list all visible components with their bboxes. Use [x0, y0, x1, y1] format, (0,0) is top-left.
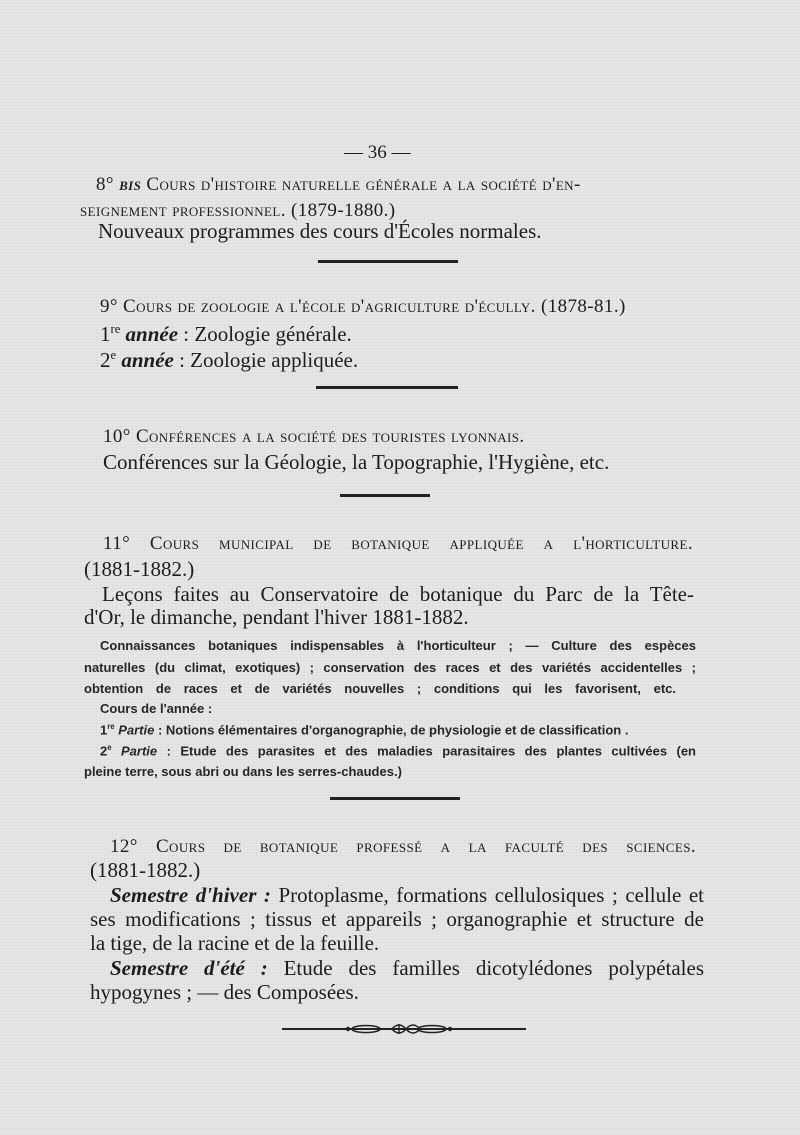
section-12-winter-line1 — [110, 883, 704, 908]
section-11-part2-line1 — [100, 743, 696, 758]
section-11-lead-line1: Leçons faites au Conservatoire de botanique du Parc de la Tête- — [102, 582, 694, 606]
section-8bis-body: Nouveaux programmes des cours d'Écoles normales. — [98, 219, 542, 243]
section-9-year2 — [100, 348, 358, 373]
section-9-title: 9° Cours de zoologie a l'école d'agriculture d'écully. (1878-81.) — [100, 296, 626, 317]
part-text: : Notions élémentaires d'organographie, de physiologie et de classification . — [154, 722, 629, 738]
section-12-summer-line1 — [110, 956, 704, 981]
semester-label: Semestre d'été : — [110, 956, 268, 980]
year-label: année — [120, 322, 179, 346]
section-11-title-line2: (1881-1882.) — [84, 557, 195, 581]
section-8bis-title-line2: seignement professionnel. (1879-1880.) — [80, 200, 396, 221]
section-12-winter-line3: la tige, de la racine et de la feuille. — [90, 931, 380, 955]
section-number: 8° — [96, 174, 120, 195]
divider — [316, 386, 458, 389]
section-12-title-line2: (1881-1882.) — [90, 858, 201, 882]
section-11-lead-line2: d'Or, le dimanche, pendant l'hiver 1881-1882. — [84, 605, 469, 629]
section-11-part1 — [100, 722, 628, 737]
section-12-title-line1: 12° Cours de botanique professé a la faculté des sciences. — [110, 836, 696, 857]
part-label: Partie — [114, 722, 155, 738]
section-title-text: Cours d'histoire naturelle générale a la société d'en- — [141, 174, 581, 195]
section-11-paragraph-line3: obtention de races et de variétés nouvelles ; conditions qui les favorisent, etc. — [84, 681, 676, 696]
semester-label: Semestre d'hiver : — [110, 883, 271, 907]
section-11-part2-line2: pleine terre, sous abri ou dans les serres-chaudes.) — [84, 764, 402, 779]
ordinal-suffix: re — [110, 322, 121, 336]
section-12-summer-line2: hypogynes ; — des Composées. — [90, 980, 359, 1004]
year-text: : Zoologie générale. — [178, 322, 352, 346]
part-text: : Etude des parasites et des maladies parasitaires des plantes cultivées (en — [157, 743, 696, 759]
bis-label: bis — [119, 174, 142, 195]
divider — [340, 494, 430, 497]
ornamental-end-rule — [282, 1018, 526, 1040]
section-10-title: 10° Conférences a la société des touristes lyonnais. — [103, 426, 525, 447]
semester-text: Etude des familles dicotylédones polypétales — [267, 956, 704, 980]
section-11-paragraph-line2: naturelles (du climat, exotiques) ; conservation des races et des variétés accidentelles ; — [84, 660, 696, 675]
section-11-title-line1: 11° Cours municipal de botanique appliquée a l'horticulture. — [103, 533, 693, 554]
section-8bis-title-line1 — [96, 174, 692, 196]
year-label: année — [116, 348, 174, 372]
semester-text: Protoplasme, formations cellulosiques ; cellule et — [270, 883, 704, 907]
section-11-course-year: Cours de l'année : — [100, 701, 213, 716]
section-12-winter-line2: ses modifications ; tissus et appareils ; organographie et structure de — [90, 907, 704, 931]
ordinal: 2 — [100, 743, 108, 759]
year-text: : Zoologie appliquée. — [173, 348, 359, 372]
ordinal-suffix: e — [107, 743, 112, 752]
page-number: — 36 — — [344, 142, 411, 163]
ordinal-suffix: re — [107, 722, 115, 731]
divider — [318, 260, 458, 263]
section-9-year1 — [100, 322, 352, 347]
ordinal: 2 — [100, 348, 111, 372]
part-label: Partie — [111, 743, 158, 759]
ordinal-suffix: e — [110, 348, 117, 362]
ordinal: 1 — [100, 322, 111, 346]
section-10-body: Conférences sur la Géologie, la Topographie, l'Hygiène, etc. — [103, 450, 610, 474]
divider — [330, 797, 460, 800]
ordinal: 1 — [100, 722, 108, 738]
section-11-paragraph-line1: Connaissances botaniques indispensables à l'horticulteur ; — Culture des espèces — [100, 638, 696, 653]
